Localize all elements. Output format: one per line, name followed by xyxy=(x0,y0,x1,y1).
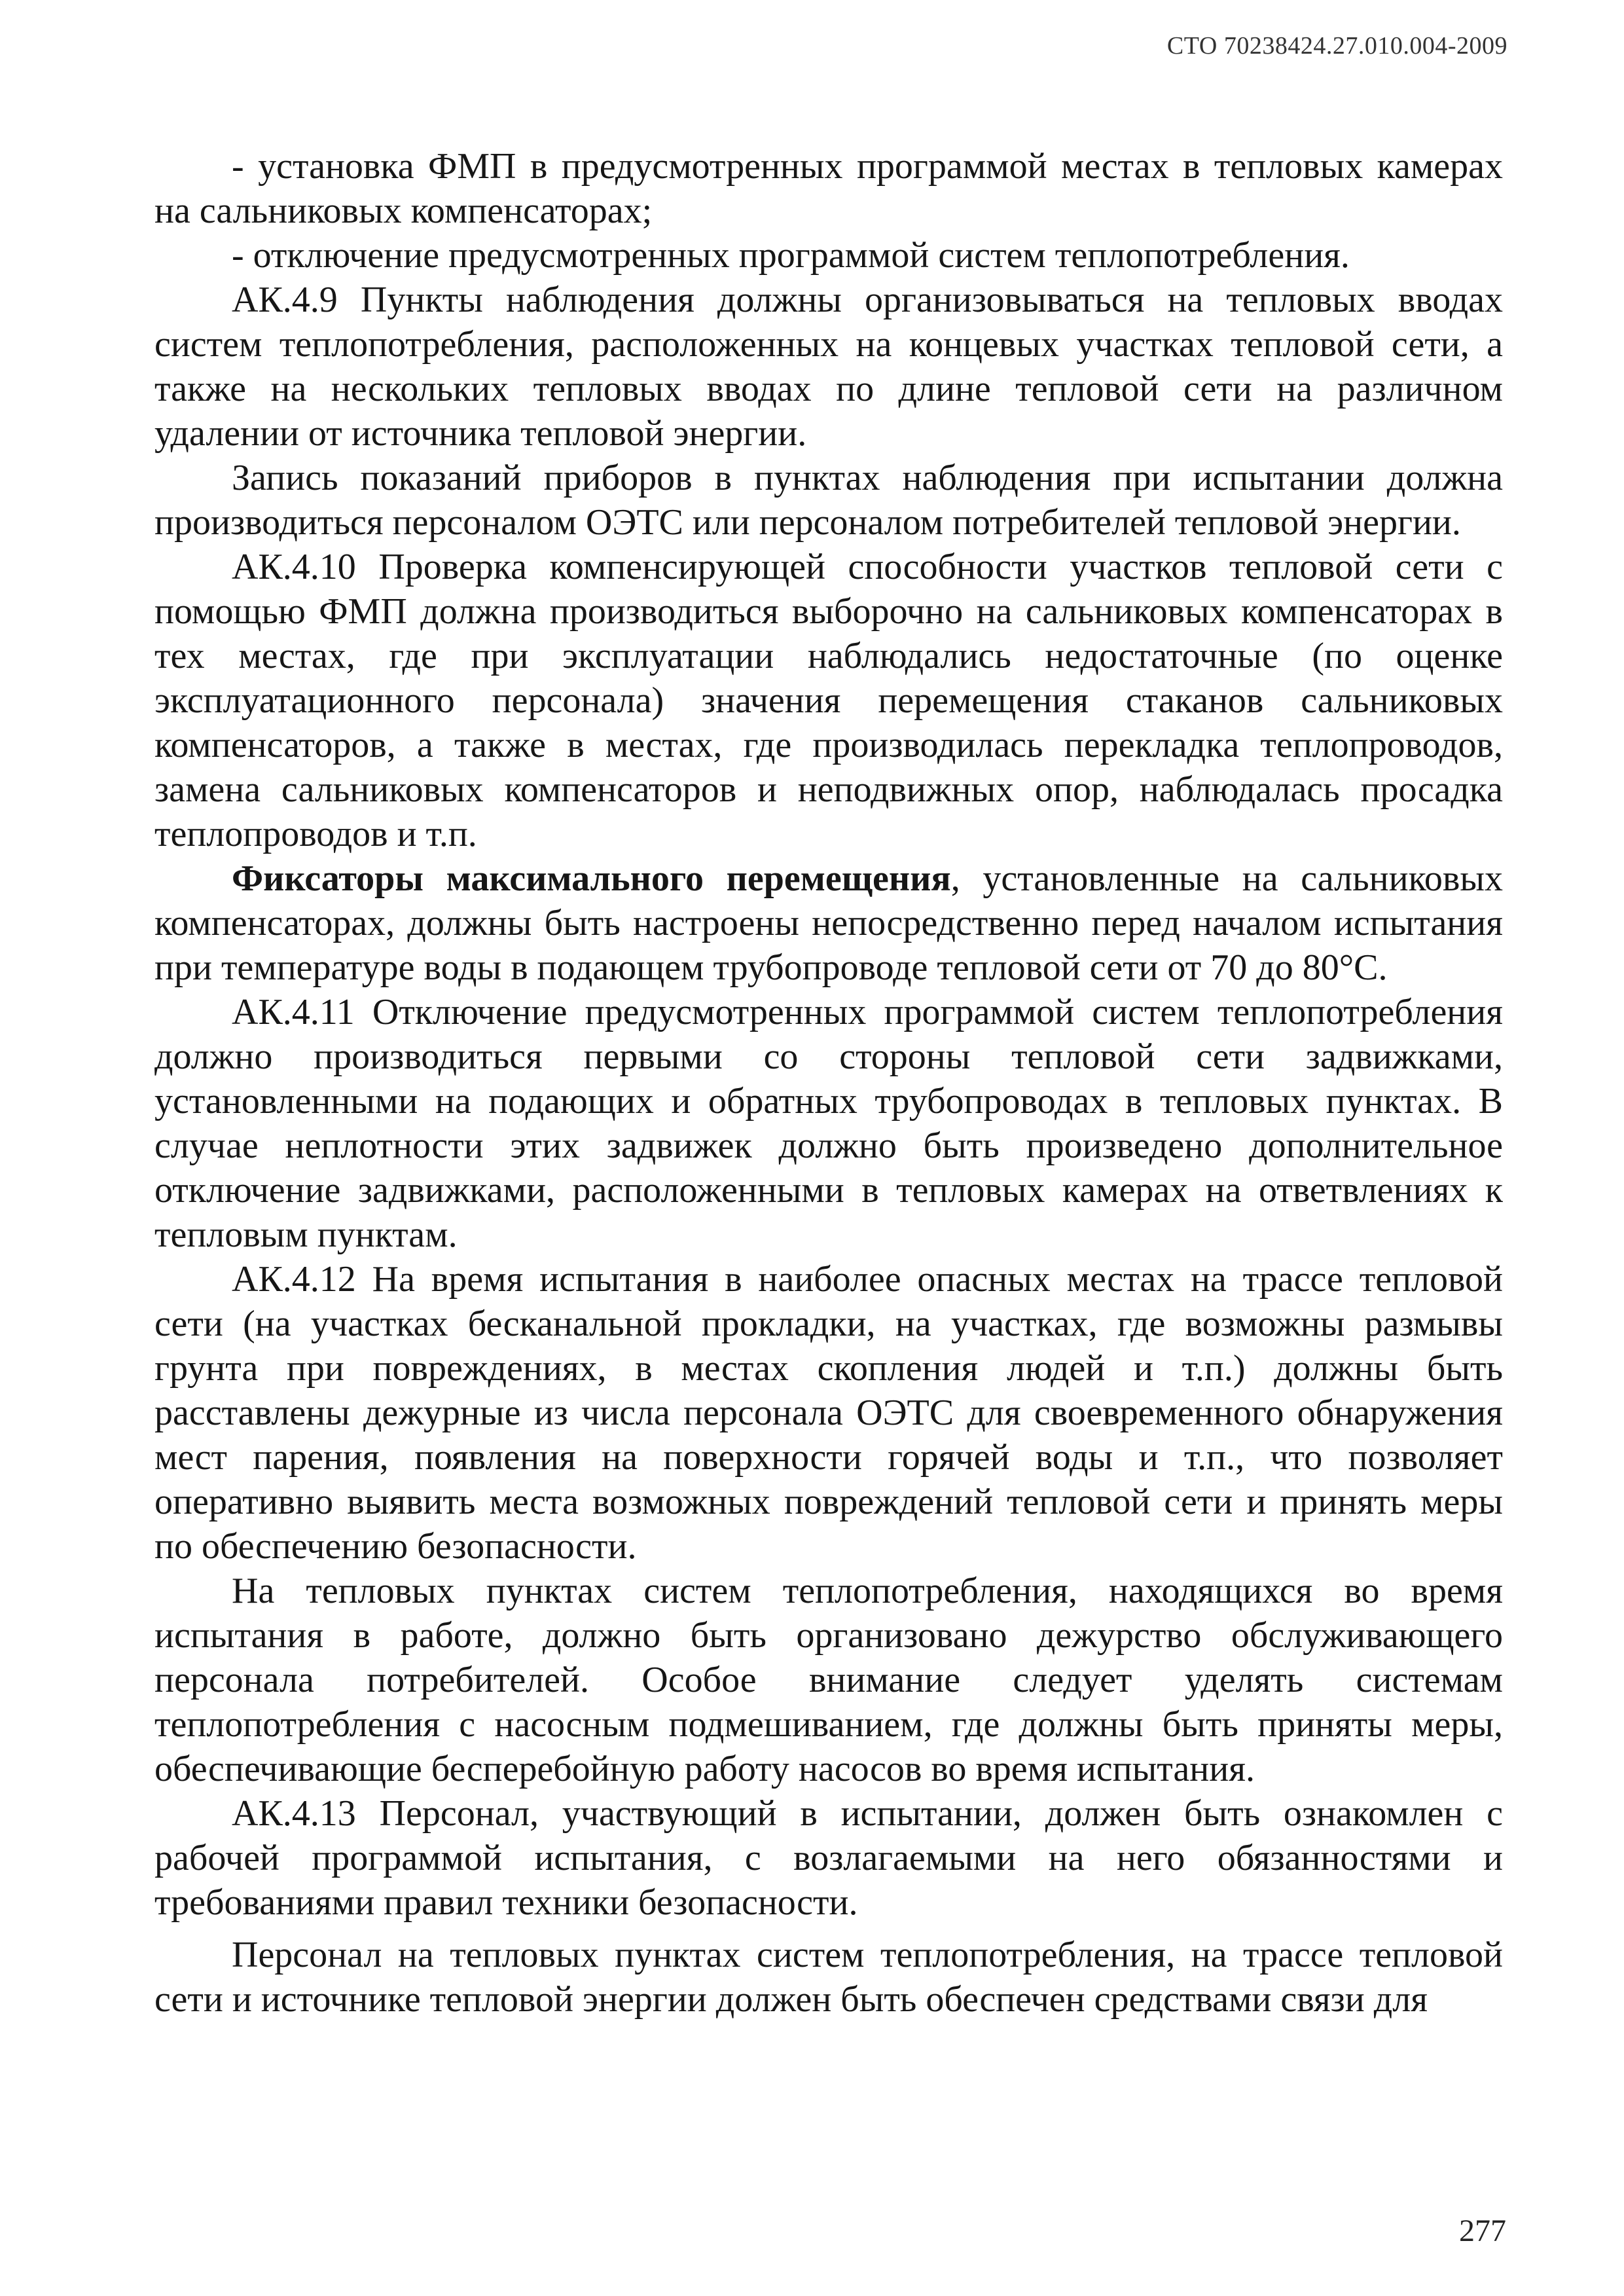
document-code: СТО 70238424.27.010.004-2009 xyxy=(1166,32,1507,60)
paragraph-fixators xyxy=(154,856,1503,990)
paragraph-personnel-communication: Персонал на тепловых пунктах систем теплопотребления, на трассе тепловой сети и источнике тепловой энергии должен быть обеспечен средствами связи для xyxy=(154,1935,1503,2020)
paragraph-ak-4-13: АК.4.13 Персонал, участвующий в испытании, должен быть ознакомлен с рабочей программой испытания, с возлагаемыми на него обязанностями и требованиями правил техники безопасности. xyxy=(154,1793,1503,1923)
paragraph-readings: Запись показаний приборов в пунктах наблюдения при испытании должна производиться персоналом ОЭТС или персоналом потребителей тепловой энергии. xyxy=(154,458,1503,543)
paragraph-ak-4-10: АК.4.10 Проверка компенсирующей способности участков тепловой сети с помощью ФМП должна производиться выборочно на сальниковых компенсаторах в тех местах, где при эксплуатации наблюдались недостаточные (по оценке эксплуатационного персонала) значения перемещения стаканов сальниковых компенсаторов, а также в местах, где производилась перекладка теплопроводов, замена сальниковых компенсаторов и неподвижных опор, наблюдалась просадка теплопроводов и т.п. xyxy=(154,547,1503,854)
paragraph-heat-points-duty: На тепловых пунктах систем теплопотребления, находящихся во время испытания в работе, должно быть организовано дежурство обслуживающего персонала потребителей. Особое внимание следует уделять системам теплопотребления с насосным подмешиванием, где должны быть приняты меры, обеспечивающие бесперебойную работу насосов во время испытания. xyxy=(154,1571,1503,1789)
page-number: 277 xyxy=(1459,2214,1506,2248)
paragraph-ak-4-11: АК.4.11 Отключение предусмотренных программой систем теплопотребления должно производиться первыми со стороны тепловой сети задвижками, установленными на подающих и обратных трубопроводах в тепловых пунктах. В случае неплотности этих задвижек должно быть произведено дополнительное отключение задвижками, расположенными в тепловых камерах на ответвлениях к тепловым пунктам. xyxy=(154,992,1503,1255)
paragraph-list-item-fmp: - установка ФМП в предусмотренных программой местах в тепловых камерах на сальниковых компенсаторах; xyxy=(154,146,1503,231)
document-body xyxy=(154,144,1503,2022)
paragraph-fixators-text: , установленные на сальниковых компенсаторах, должны быть настроены непосредственно перед началом испытания при температуре воды в подающем трубопроводе тепловой сети от 70 до 80°С. xyxy=(154,858,1503,988)
paragraph-ak-4-9: АК.4.9 Пункты наблюдения должны организовываться на тепловых вводах систем теплопотребления, расположенных на концевых участках тепловой сети, а также на нескольких тепловых вводах по длине тепловой сети на различном удалении от источника тепловой энергии. xyxy=(154,280,1503,454)
paragraph-list-item-disconnect: - отключение предусмотренных программой систем теплопотребления. xyxy=(232,235,1350,276)
bold-term: Фиксаторы максимального перемещения xyxy=(232,858,951,899)
paragraph-ak-4-12: АК.4.12 На время испытания в наиболее опасных местах на трассе тепловой сети (на участках бесканальной прокладки, на участках, где возможны размывы грунта при повреждениях, в местах скопления людей и т.п.) должны быть расставлены дежурные из числа персонала ОЭТС для своевременного обнаружения мест парения, появления на поверхности горячей воды и т.п., что позволяет оперативно выявить места возможных повреждений тепловой сети и принять меры по обеспечению безопасности. xyxy=(154,1259,1503,1567)
